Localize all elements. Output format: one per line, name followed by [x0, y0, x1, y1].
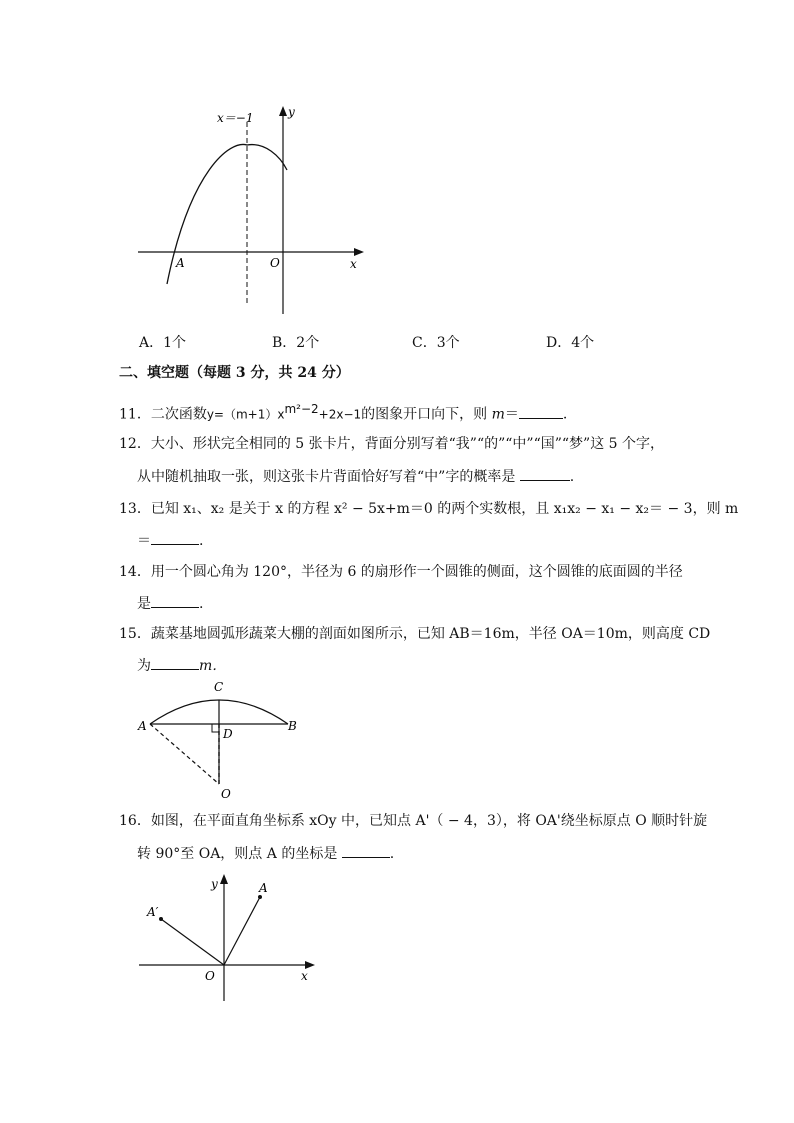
answer-blank[interactable]: [151, 655, 199, 670]
section-title: 二、填空题（每题 3 分，共 24 分）: [119, 365, 350, 381]
parabola-figure: [120, 100, 380, 320]
answer-blank[interactable]: [151, 530, 199, 545]
point-b-label: B: [288, 719, 297, 733]
rotation-figure: [135, 868, 325, 1008]
question-16: 16．如图，在平面直角坐标系 xOy 中，已知点 A'（ − 4，3），将 OA'绕坐标原点 O 顺时针旋: [119, 813, 708, 829]
question-15: 15．蔬菜基地圆弧形蔬菜大棚的剖面如图所示，已知 AB＝16m，半径 OA＝10m，则高度 CD: [119, 626, 711, 642]
question-13: 13．已知 x₁、x₂ 是关于 x 的方程 x² − 5x+m＝0 的两个实数根，且 x₁x₂ − x₁ − x₂＝ − 3，则 m: [119, 501, 739, 517]
y-axis-label: y: [288, 105, 295, 119]
arch-figure: [130, 678, 310, 802]
point-o-label: O: [221, 787, 231, 801]
x-axis-label: x: [350, 257, 357, 271]
question-14-line2: 是 .: [137, 593, 203, 614]
question-12-line2: 从中随机抽取一张，则这张卡片背面恰好写着“中”字的概率是 .: [137, 466, 574, 487]
point-a-label: A: [259, 881, 268, 895]
answer-blank[interactable]: [520, 466, 570, 481]
x-axis-label: x: [301, 969, 308, 983]
point-a-label: A: [138, 719, 147, 733]
origin-label: O: [205, 969, 215, 983]
option-d: D．4个: [546, 335, 595, 351]
question-13-line2: ＝ .: [137, 530, 203, 551]
option-c: C．3个: [412, 335, 460, 351]
point-d-label: D: [223, 727, 233, 741]
origin-label: O: [270, 256, 280, 270]
question-14: 14．用一个圆心角为 120°，半径为 6 的扇形作一个圆锥的侧面，这个圆锥的底面圆的半径: [119, 564, 683, 580]
question-15-line2: 为 m．: [137, 655, 226, 676]
point-a-prime-label: A′: [147, 905, 159, 919]
question-11: 11．二次函数$y=(m+1)x^{m^2-2}+2x-1$的图象开口向下，则 m＝ .: [119, 402, 568, 423]
question-12: 12．大小、形状完全相同的 5 张卡片，背面分别写着“我”“的”“中”“国”“梦”这 5 个字，: [119, 436, 665, 452]
y-axis-label: y: [211, 877, 218, 891]
symmetry-axis-label: x＝−1: [217, 111, 254, 125]
point-c-label: C: [214, 680, 224, 694]
option-a: A．1个: [139, 335, 187, 351]
answer-blank[interactable]: [151, 593, 199, 608]
question-16-line2: 转 90°至 OA，则点 A 的坐标是 .: [137, 843, 394, 864]
point-a-label: A: [176, 256, 185, 270]
option-b: B．2个: [272, 335, 320, 351]
answer-blank[interactable]: [342, 843, 390, 858]
answer-blank[interactable]: [519, 404, 563, 419]
